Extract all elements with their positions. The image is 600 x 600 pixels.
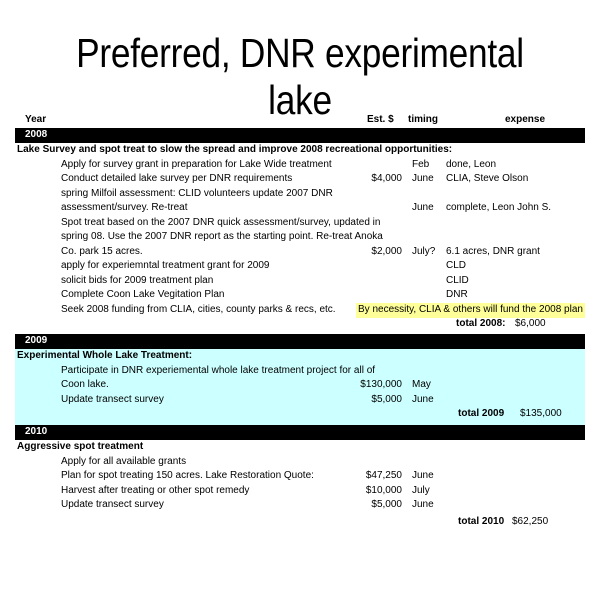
line-item bbox=[15, 172, 585, 187]
total-label: total 2008: bbox=[456, 318, 506, 329]
item-timing: Feb bbox=[412, 158, 430, 170]
item-description: spring 08. Use the 2007 DNR report as the starting point. Re-treat Anoka bbox=[61, 231, 383, 242]
item-timing: June bbox=[412, 470, 434, 481]
item-timing: June bbox=[412, 202, 434, 213]
year-label: 2010 bbox=[25, 425, 48, 437]
item-description: Harvest after treating or other spot remedy bbox=[61, 484, 250, 496]
item-description: assessment/survey. Re-treat bbox=[61, 202, 188, 213]
line-item bbox=[15, 245, 585, 260]
est-column-header: Est. $ bbox=[367, 114, 394, 125]
line-item bbox=[15, 274, 585, 289]
line-item bbox=[15, 393, 585, 408]
item-note: CLIA, Steve Olson bbox=[446, 173, 529, 184]
item-timing: June bbox=[412, 173, 434, 184]
item-description: Participate in DNR experiemental whole lake treatment project for all of bbox=[61, 364, 376, 376]
item-description: Update transect survey bbox=[61, 499, 164, 510]
section-label: Lake Survey and spot treat to slow the spread and improve 2008 recreational opportunities: bbox=[17, 144, 453, 155]
rows-2008 bbox=[15, 158, 585, 318]
section-heading-2009 bbox=[15, 348, 585, 364]
section-label: Aggressive spot treatment bbox=[17, 441, 144, 452]
expense-column-header: expense bbox=[505, 114, 546, 125]
year-label: 2008 bbox=[25, 128, 48, 140]
line-item bbox=[15, 455, 585, 470]
line-item bbox=[15, 259, 585, 274]
timing-column-header: timing bbox=[408, 114, 438, 125]
item-note: CLID bbox=[446, 274, 469, 286]
item-description: Conduct detailed lake survey per DNR requirements bbox=[61, 173, 293, 184]
item-description: Co. park 15 acres. bbox=[61, 245, 143, 257]
line-item bbox=[15, 230, 585, 245]
section-label: Experimental Whole Lake Treatment: bbox=[17, 350, 193, 361]
item-description: Update transect survey bbox=[61, 393, 164, 405]
line-item bbox=[15, 288, 585, 303]
page-title: Preferred, DNR experimental lake bbox=[76, 30, 524, 123]
section-heading-2008 bbox=[15, 142, 585, 158]
total-value: $135,000 bbox=[520, 408, 562, 419]
item-timing: June bbox=[412, 499, 434, 510]
year-label: 2009 bbox=[25, 334, 48, 346]
line-item bbox=[15, 469, 585, 484]
item-description: solicit bids for 2009 treatment plan bbox=[61, 274, 214, 286]
line-item bbox=[15, 484, 585, 499]
section-heading-2010 bbox=[15, 439, 585, 455]
line-item bbox=[15, 498, 585, 513]
cyan-block-2009 bbox=[15, 348, 585, 425]
total-row-2008 bbox=[15, 317, 585, 332]
item-amount: $5,000 bbox=[371, 499, 402, 510]
item-amount: $4,000 bbox=[371, 173, 402, 184]
column-header-row bbox=[15, 113, 585, 128]
line-item bbox=[15, 158, 585, 173]
highlight-note: By necessity, CLIA & others will fund the 2008 plan bbox=[358, 303, 583, 315]
total-label: total 2010 bbox=[458, 515, 505, 527]
item-note: complete, Leon John S. bbox=[446, 202, 552, 213]
year-bar-2010 bbox=[15, 425, 585, 440]
highlight-row-2008 bbox=[15, 303, 585, 318]
item-note: 6.1 acres, DNR grant bbox=[446, 245, 540, 257]
line-item bbox=[15, 216, 585, 231]
item-description: Complete Coon Lake Vegitation Plan bbox=[61, 289, 225, 300]
total-value: $62,250 bbox=[512, 515, 549, 527]
line-item bbox=[15, 187, 585, 202]
item-description: spring Milfoil assessment: CLID volunteers update 2007 DNR bbox=[61, 187, 333, 199]
item-amount: $2,000 bbox=[371, 245, 402, 257]
line-item bbox=[15, 201, 585, 216]
item-description: Apply for survey grant in preparation for Lake Wide treatment bbox=[61, 158, 332, 170]
total-row-2009 bbox=[15, 407, 585, 422]
budget-sheet bbox=[15, 113, 585, 529]
item-note: DNR bbox=[446, 289, 468, 300]
total-label: total 2009 bbox=[458, 408, 505, 419]
item-note: done, Leon bbox=[446, 158, 497, 170]
total-row-2010 bbox=[15, 515, 585, 530]
item-description: Apply for all available grants bbox=[61, 455, 187, 467]
year-bar-2009 bbox=[15, 334, 585, 349]
item-description: Coon lake. bbox=[61, 379, 109, 390]
item-amount: $5,000 bbox=[371, 393, 402, 405]
item-note: CLD bbox=[446, 260, 467, 271]
rows-2010 bbox=[15, 455, 585, 513]
rows-2009 bbox=[15, 364, 585, 408]
item-amount: $130,000 bbox=[360, 379, 402, 390]
item-timing: July bbox=[412, 484, 430, 496]
item-description: Spot treat based on the 2007 DNR quick assessment/survey, updated in bbox=[61, 216, 381, 228]
item-description: Plan for spot treating 150 acres. Lake Restoration Quote: bbox=[61, 470, 314, 481]
line-item bbox=[15, 378, 585, 393]
year-column-header: Year bbox=[25, 114, 47, 125]
item-description: Seek 2008 funding from CLIA, cities, county parks & recs, etc. bbox=[61, 303, 336, 315]
line-item bbox=[15, 364, 585, 379]
item-description: apply for experiemntal treatment grant for 2009 bbox=[61, 260, 270, 271]
item-timing: June bbox=[412, 393, 434, 405]
year-bar-2008 bbox=[15, 128, 585, 143]
total-value: $6,000 bbox=[515, 318, 546, 329]
item-timing: May bbox=[412, 379, 431, 390]
item-timing: July? bbox=[412, 245, 436, 257]
item-amount: $10,000 bbox=[365, 484, 402, 496]
item-amount: $47,250 bbox=[365, 470, 402, 481]
